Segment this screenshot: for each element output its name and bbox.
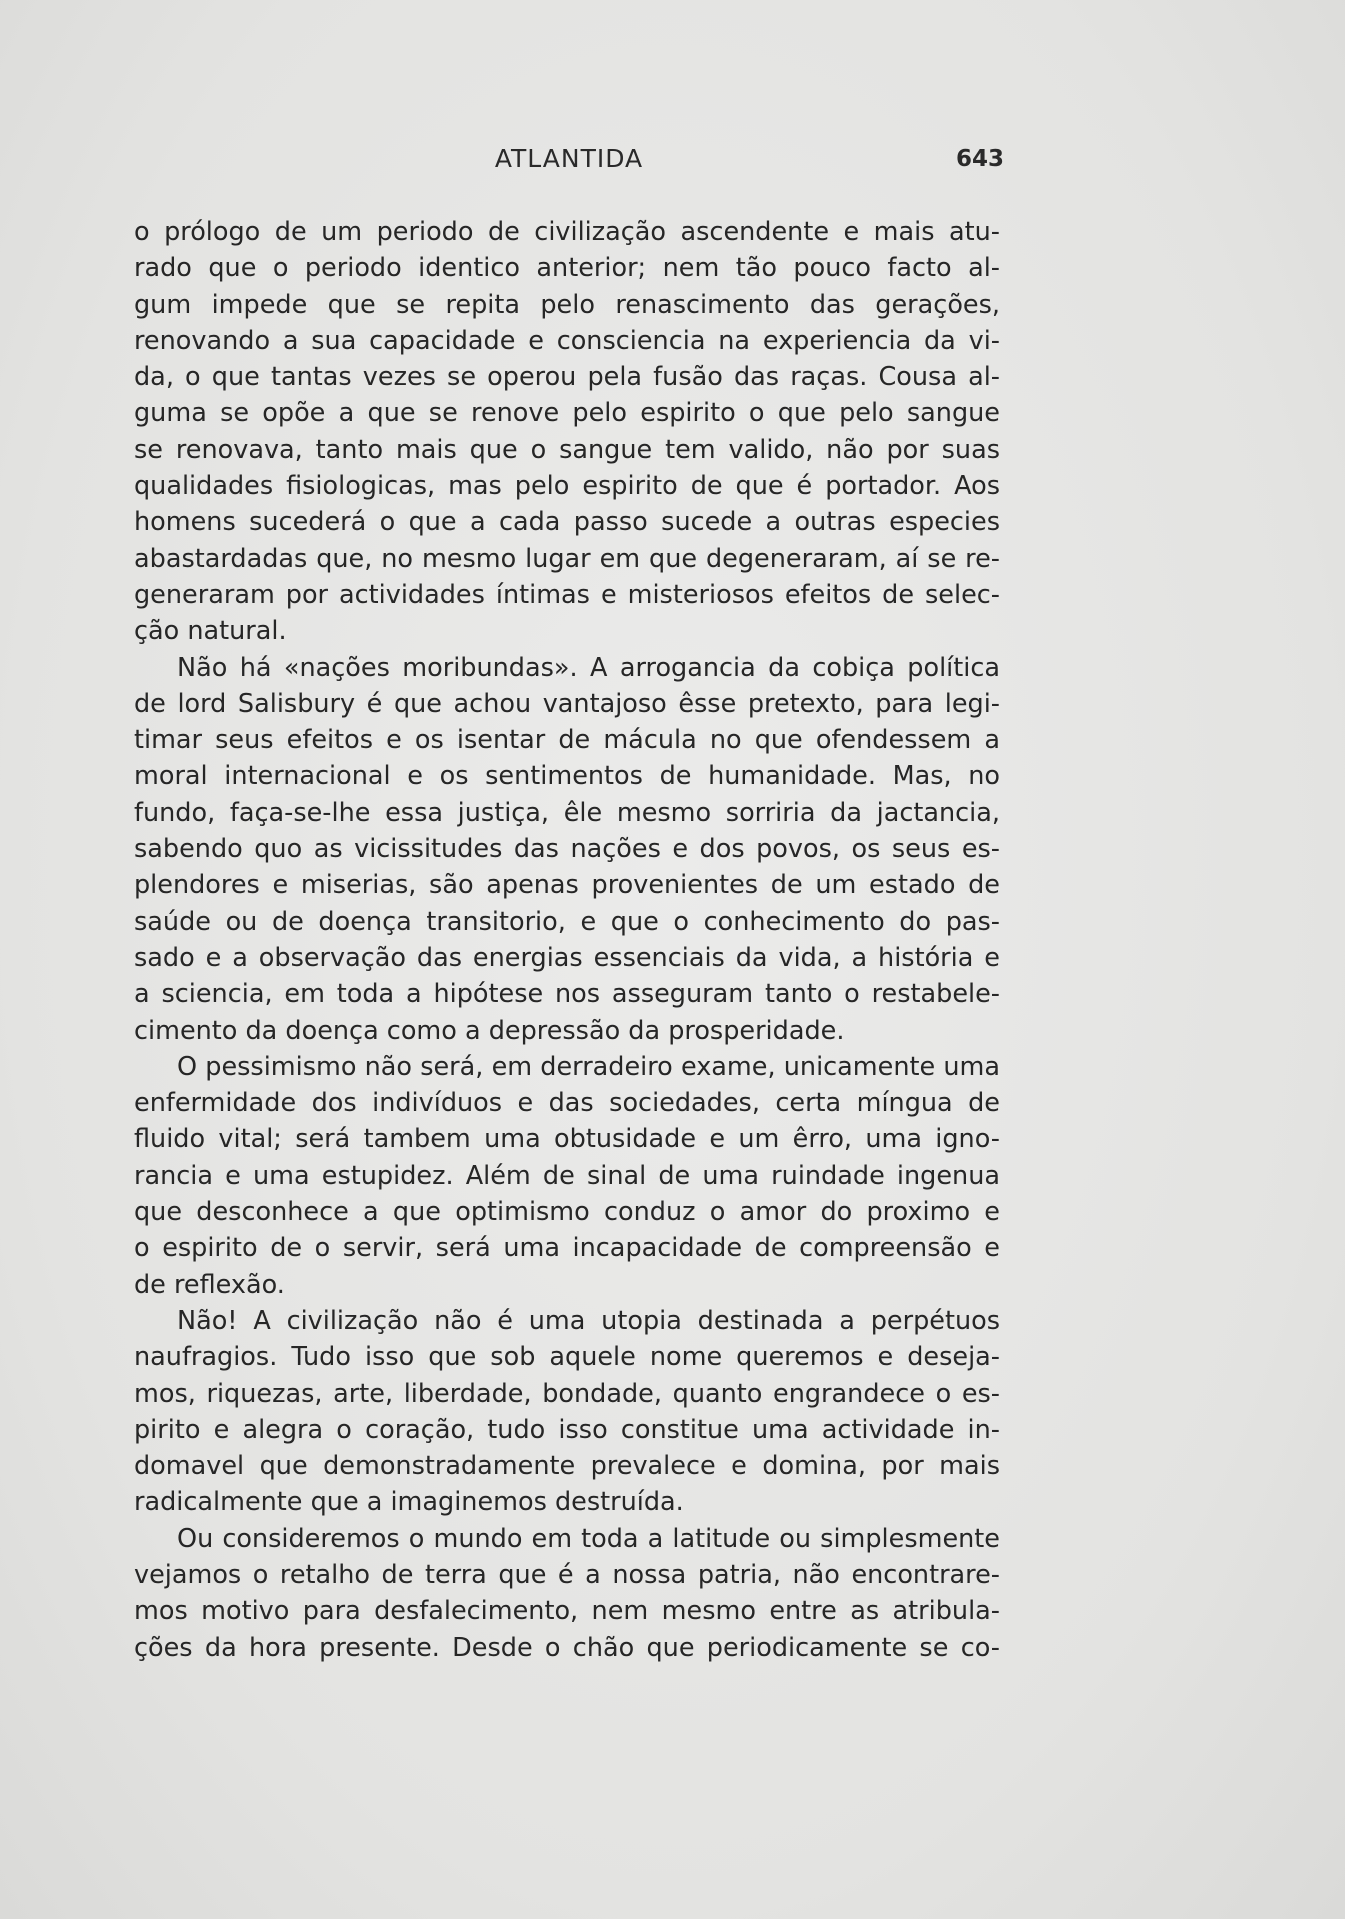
body-text bbox=[134, 214, 1000, 1666]
text-line: qualidades fisiologicas, mas pelo espirito de que é portador. Aos bbox=[134, 471, 1000, 502]
text-line: radicalmente que a imaginemos destruída. bbox=[134, 1487, 684, 1518]
text-line: generaram por actividades íntimas e misteriosos efeitos de selec- bbox=[134, 579, 1000, 610]
text-line: rado que o periodo identico anterior; nem tão pouco facto al- bbox=[134, 253, 1000, 284]
page-number: 643 bbox=[955, 146, 1004, 172]
text-line: rancia e uma estupidez. Além de sinal de uma ruindade ingenua bbox=[134, 1160, 1000, 1191]
text-line: o espirito de o servir, será uma incapacidade de compreensão e bbox=[134, 1233, 1000, 1264]
text-line: a sciencia, em toda a hipótese nos asseguram tanto o restabele- bbox=[134, 979, 1000, 1010]
text-line: gum impede que se repita pelo renascimento das gerações, bbox=[134, 289, 1000, 320]
text-line: ções da hora presente. Desde o chão que periodicamente se co- bbox=[134, 1632, 1000, 1663]
page-header bbox=[134, 144, 1004, 180]
text-line: timar seus efeitos e os isentar de mácula no que ofendessem a bbox=[134, 725, 1000, 756]
text-line: Ou consideremos o mundo em toda a latitude ou simplesmente bbox=[177, 1523, 1000, 1554]
text-line: de reflexão. bbox=[134, 1269, 285, 1300]
text-line: renovando a sua capacidade e consciencia na experiencia da vi- bbox=[134, 325, 1000, 356]
text-line: pirito e alegra o coração, tudo isso constitue uma actividade in- bbox=[134, 1414, 1000, 1445]
text-line: O pessimismo não será, em derradeiro exame, unicamente uma bbox=[177, 1051, 1000, 1082]
text-line: Não! A civilização não é uma utopia destinada a perpétuos bbox=[177, 1305, 1000, 1336]
text-line: ção natural. bbox=[134, 616, 287, 647]
text-line: sado e a observação das energias essenciais da vida, a história e bbox=[134, 942, 1000, 973]
text-line: domavel que demonstradamente prevalece e domina, por mais bbox=[134, 1451, 1000, 1482]
text-line: o prólogo de um periodo de civilização ascendente e mais atu- bbox=[134, 217, 1000, 247]
text-line: vejamos o retalho de terra que é a nossa patria, não encontrare- bbox=[134, 1559, 1000, 1590]
running-title: ATLANTIDA bbox=[494, 144, 644, 173]
text-line: da, o que tantas vezes se operou pela fusão das raças. Cousa al- bbox=[134, 362, 1000, 393]
text-line: fundo, faça-se-lhe essa justiça, êle mesmo sorriria da jactancia, bbox=[134, 797, 1000, 828]
text-line: enfermidade dos indivíduos e das sociedades, certa míngua de bbox=[134, 1088, 1000, 1119]
text-line: guma se opõe a que se renove pelo espirito o que pelo sangue bbox=[134, 398, 1000, 429]
text-line: saúde ou de doença transitorio, e que o conhecimento do pas- bbox=[134, 906, 1000, 937]
text-line: homens sucederá o que a cada passo sucede a outras especies bbox=[134, 507, 1000, 538]
text-line: moral internacional e os sentimentos de humanidade. Mas, no bbox=[134, 761, 1000, 792]
text-line: mos motivo para desfalecimento, nem mesmo entre as atribula- bbox=[134, 1596, 1000, 1627]
text-line: se renovava, tanto mais que o sangue tem valido, não por suas bbox=[134, 434, 1000, 465]
text-line: plendores e miserias, são apenas provenientes de um estado de bbox=[134, 870, 1000, 901]
text-line: abastardadas que, no mesmo lugar em que degeneraram, aí se re- bbox=[134, 543, 1000, 574]
text-line: naufragios. Tudo isso que sob aquele nome queremos e deseja- bbox=[134, 1342, 1000, 1373]
text-line: mos, riquezas, arte, liberdade, bondade, quanto engrandece o es- bbox=[134, 1378, 1000, 1409]
text-line: cimento da doença como a depressão da prosperidade. bbox=[134, 1015, 845, 1046]
text-line: que desconhece a que optimismo conduz o amor do proximo e bbox=[134, 1197, 1000, 1228]
text-line: de lord Salisbury é que achou vantajoso êsse pretexto, para legi- bbox=[134, 688, 1000, 719]
text-line: Não há «nações moribundas». A arrogancia da cobiça política bbox=[177, 652, 1000, 683]
text-line: fluido vital; será tambem uma obtusidade e um êrro, uma igno- bbox=[134, 1124, 1000, 1155]
text-line: sabendo quo as vicissitudes das nações e dos povos, os seus es- bbox=[134, 834, 1000, 865]
